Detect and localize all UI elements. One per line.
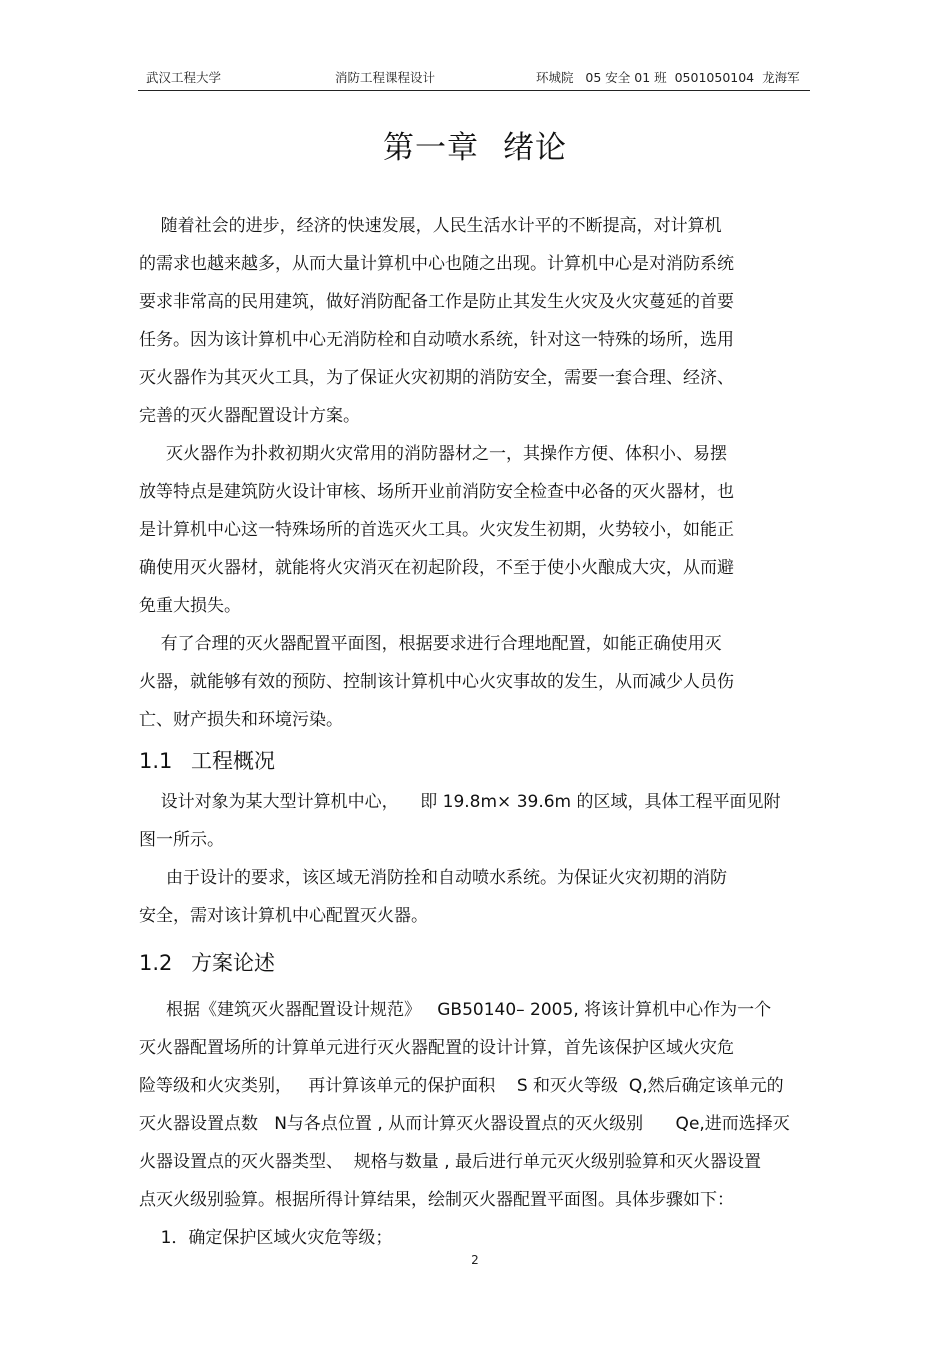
text-line: 灭火器作为其灭火工具，为了保证火灾初期的消防安全，需要一套合理、经济、 xyxy=(139,368,734,388)
text-line: 点灭火级别验算。根据所得计算结果，绘制灭火器配置平面图。具体步骤如下： xyxy=(139,1190,734,1210)
section-1-2-step-list xyxy=(139,1219,805,1257)
section-1-1-paragraph-1 xyxy=(139,783,805,859)
page-header xyxy=(138,64,810,91)
chapter-name: 绪论 xyxy=(503,130,567,166)
intro-paragraph-2 xyxy=(139,435,805,625)
text-line: 火器，就能够有效的预防、控制该计算机中心火灾事故的发生，从而减少人员伤 xyxy=(139,672,734,692)
section-1-1-paragraph-2 xyxy=(139,859,805,935)
header-course: 消防工程课程设计 xyxy=(335,70,436,85)
text-line: 免重大损失。 xyxy=(139,596,241,616)
section-number: 1.2 xyxy=(139,951,173,975)
page-number: 2 xyxy=(471,1253,479,1267)
text-line: 安全，需对该计算机中心配置灭火器。 xyxy=(139,906,428,926)
text-line: 根据《建筑灭火器配置设计规范》 GB50140– 2005, 将该计算机中心作为一个 xyxy=(139,1000,772,1020)
document-body xyxy=(139,207,805,1257)
text-line: 火器设置点的灭火器类型、 规格与数量 , 最后进行单元灭火级别验算和灭火器设置 xyxy=(139,1152,762,1172)
header-student-info: 环城院 05 安全 01 班 0501050104 龙海军 xyxy=(536,70,800,85)
section-1-2-paragraph-1 xyxy=(139,991,805,1219)
header-university: 武汉工程大学 xyxy=(146,70,222,85)
text-line: 险等级和火灾类别， 再计算该单元的保护面积 S 和灭火等级 Q,然后确定该单元的 xyxy=(139,1076,784,1096)
text-line: 完善的灭火器配置设计方案。 xyxy=(139,406,360,426)
text-line: 确使用灭火器材，就能将火灾消灭在初起阶段，不至于使小火酿成大灾，从而避 xyxy=(139,558,734,578)
section-title: 工程概况 xyxy=(191,749,275,773)
section-number: 1.1 xyxy=(139,749,173,773)
intro-paragraph-1 xyxy=(139,207,805,435)
intro-paragraph-3 xyxy=(139,625,805,739)
text-line: 有了合理的灭火器配置平面图，根据要求进行合理地配置，如能正确使用灭 xyxy=(139,634,722,654)
text-line: 灭火器配置场所的计算单元进行灭火器配置的设计计算，首先该保护区域火灾危 xyxy=(139,1038,734,1058)
text-line: 的需求也越来越多，从而大量计算机中心也随之出现。计算机中心是对消防系统 xyxy=(139,254,734,274)
text-line: 灭火器作为扑救初期火灾常用的消防器材之一，其操作方便、体积小、易摆 xyxy=(139,444,728,464)
section-heading-1-1 xyxy=(139,739,805,783)
text-line: 要求非常高的民用建筑，做好消防配备工作是防止其发生火灾及火灾蔓延的首要 xyxy=(139,292,734,312)
text-line: 亡、财产损失和环境污染。 xyxy=(139,710,343,730)
text-line: 任务。因为该计算机中心无消防栓和自动喷水系统，针对这一特殊的场所，选用 xyxy=(139,330,734,350)
text-line: 图一所示。 xyxy=(139,830,224,850)
text-line: 放等特点是建筑防火设计审核、场所开业前消防安全检查中必备的灭火器材，也 xyxy=(139,482,734,502)
section-title: 方案论述 xyxy=(191,951,275,975)
section-heading-1-2 xyxy=(139,941,805,985)
text-line: 灭火器设置点数 N与各点位置 , 从而计算灭火器设置点的灭火级别 Qe,进而选择灭 xyxy=(139,1114,790,1134)
text-line: 设计对象为某大型计算机中心， 即 19.8m× 39.6m 的区域，具体工程平面见附 xyxy=(139,792,781,812)
text-line: 由于设计的要求，该区域无消防拴和自动喷水系统。为保证火灾初期的消防 xyxy=(139,868,728,888)
chapter-title xyxy=(0,122,950,167)
text-line: 是计算机中心这一特殊场所的首选灭火工具。火灾发生初期，火势较小，如能正 xyxy=(139,520,734,540)
chapter-number: 第一章 xyxy=(383,130,479,166)
list-item: 1．确定保护区域火灾危等级； xyxy=(139,1228,393,1248)
text-line: 随着社会的进步，经济的快速发展，人民生活水计平的不断提高，对计算机 xyxy=(139,216,722,236)
